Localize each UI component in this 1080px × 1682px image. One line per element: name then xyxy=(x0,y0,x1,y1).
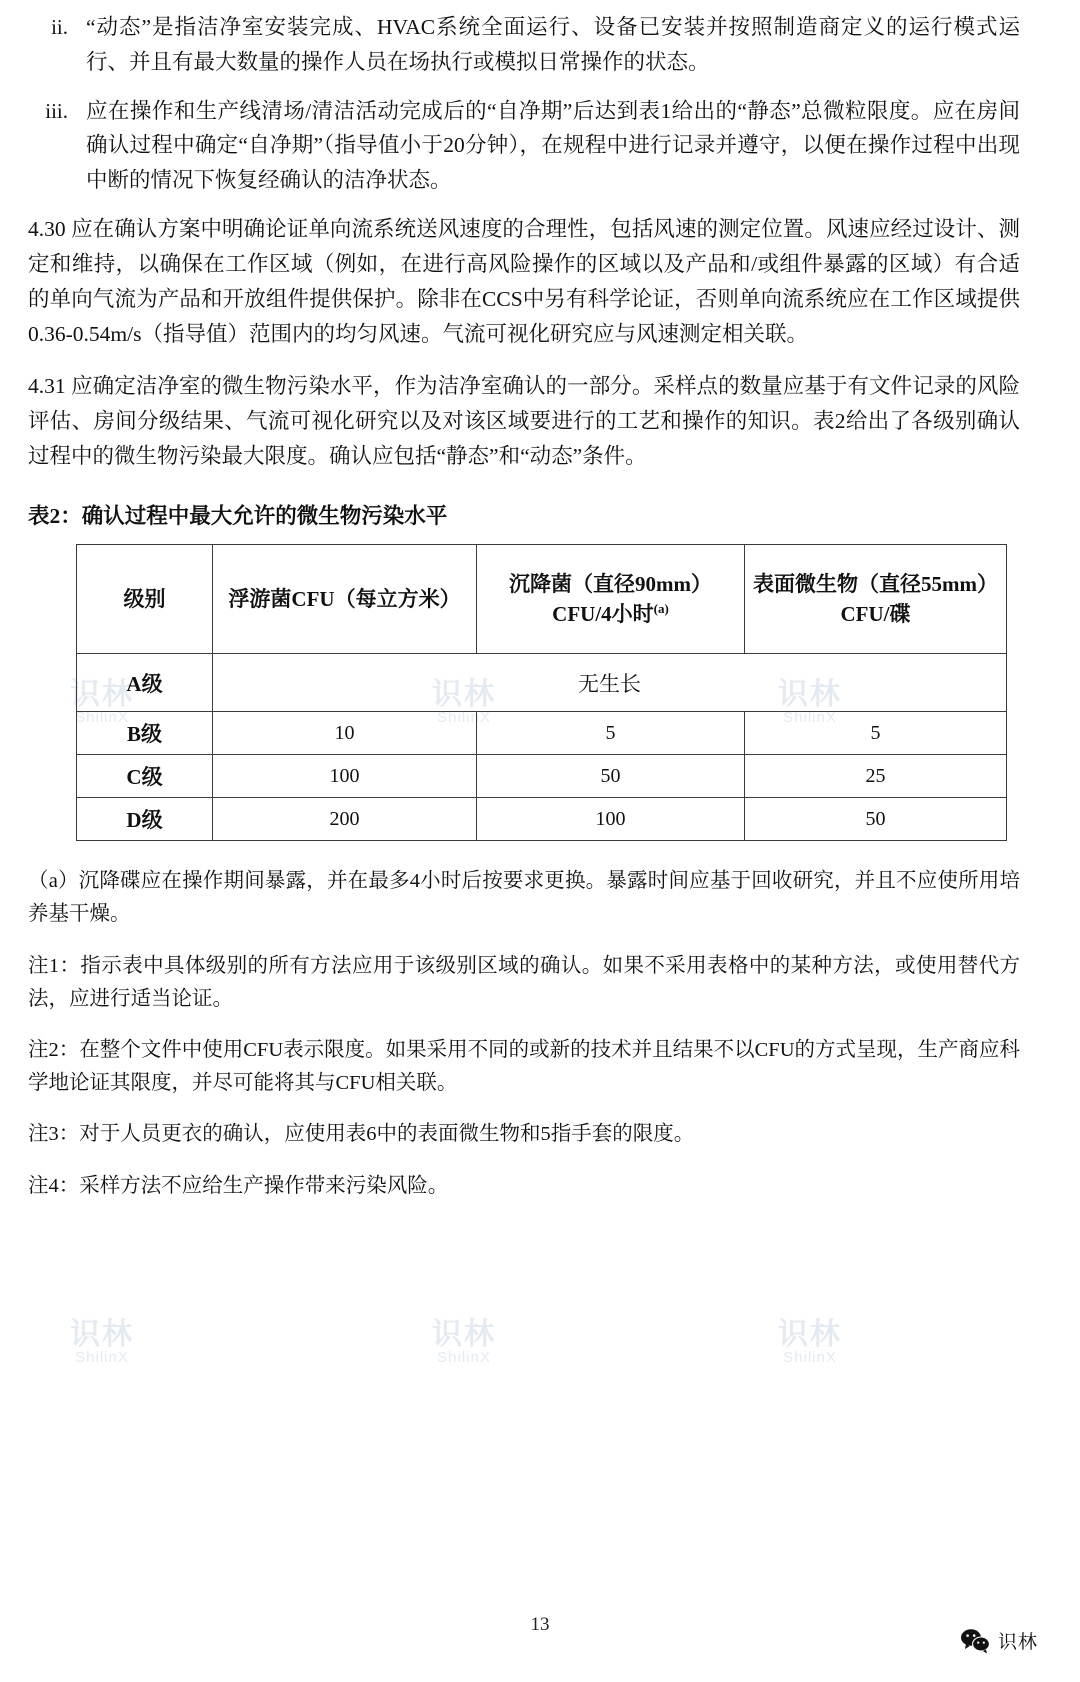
watermark-sub: ShilinX xyxy=(75,709,129,726)
note-3: 注3：对于人员更衣的确认，应使用表6中的表面微生物和5指手套的限度。 xyxy=(28,1123,695,1146)
paragraph-4-31: 4.31 应确定洁净室的微生物污染水平，作为洁净室确认的一部分。采样点的数量应基于有文件记录的风险评估、房间分级结果、气流可视化研究以及对该区域要进行的工艺和操作的知识。表2给出了各级别确认过程中的微生物污染最大限度。确认应包括“静态”和“动态”条件。 xyxy=(28,374,1020,469)
watermark-sub: ShilinX xyxy=(783,1349,837,1366)
table-cell-value: 50 xyxy=(745,798,1007,841)
table-footnote-a: （a）沉降碟应在操作期间暴露，并在最多4小时后按要求更换。暴露时间应基于回收研究，并且不应使所用培养基干燥。 xyxy=(28,870,1020,926)
note-2: 注2：在整个文件中使用CFU表示限度。如果采用不同的或新的技术并且结果不以CFU的方式呈现，生产商应科学地论证其限度，并尽可能将其与CFU相关联。 xyxy=(28,1039,1021,1095)
watermark xyxy=(70,1320,134,1365)
watermark-sub: ShilinX xyxy=(783,709,837,726)
list-item-marker: iii. xyxy=(45,98,68,123)
watermark-sub: ShilinX xyxy=(437,709,491,726)
table-header-cell xyxy=(477,545,745,654)
table-cell-value: 25 xyxy=(745,755,1007,798)
table-cell-grade: D级 xyxy=(77,798,213,841)
table-cell-value: 5 xyxy=(745,712,1007,755)
wechat-icon xyxy=(960,1628,990,1654)
table-header-cell: 浮游菌CFU（每立方米） xyxy=(213,545,477,654)
list-item xyxy=(28,94,1020,198)
watermark-main: 识林 xyxy=(778,678,842,711)
table-cell-grade: C级 xyxy=(77,755,213,798)
table-microbial-limits xyxy=(76,544,1007,841)
table-cell-grade: A级 xyxy=(77,654,213,712)
table-row xyxy=(77,654,1007,712)
list-item-marker: ii. xyxy=(51,15,68,39)
table-header-row xyxy=(77,545,1007,654)
wechat-account-badge xyxy=(960,1627,1038,1654)
paragraph-4-30: 4.30 应在确认方案中明确论证单向流系统送风速度的合理性，包括风速的测定位置。风速应经过设计、测定和维持，以确保在工作区域（例如，在进行高风险操作的区域以及产品和/或组件暴露的区域）有合适的单向气流为产品和开放组件提供保护。除非在CCS中另有科学论证，否则单向流系统应在工作区域提供0.36-0.54m/s（指导值）范围内的均匀风速。气流可视化研究应与风速测定相关联。 xyxy=(28,217,1020,346)
table-caption: 表2：确认过程中最大允许的微生物污染水平 xyxy=(28,503,448,528)
note-4: 注4：采样方法不应给生产操作带来污染风险。 xyxy=(28,1174,449,1197)
page-number: 13 xyxy=(530,1614,550,1635)
list-item-text: 应在操作和生产线清场/清洁活动完成后的“自净期”后达到表1给出的“静态”总微粒限度。应在房间确认过程中确定“自净期”（指导值小于20分钟），在规程中进行记录并遵守，以便在操作过程中出现中断的情况下恢复经确认的洁净状态。 xyxy=(86,98,1020,193)
wechat-account-name: 识林 xyxy=(997,1632,1038,1653)
list-item-text: “动态”是指洁净室安装完成、HVAC系统全面运行、设备已安装并按照制造商定义的运行模式运行、并且有最大数量的操作人员在场执行或模拟日常操作的状态。 xyxy=(86,15,1020,74)
table-cell-value: 5 xyxy=(477,712,745,755)
table-cell-value: 100 xyxy=(213,755,477,798)
table-header-cell: 表面微生物（直径55mm）CFU/碟 xyxy=(745,545,1007,654)
table-row xyxy=(77,798,1007,841)
table-cell-value: 10 xyxy=(213,712,477,755)
watermark-main: 识林 xyxy=(70,678,134,711)
watermark-sub: ShilinX xyxy=(75,1349,129,1366)
watermark-main: 识林 xyxy=(778,1318,842,1351)
table-row xyxy=(77,712,1007,755)
table-header-text: 沉降菌（直径90mm）CFU/4小时 xyxy=(509,571,712,627)
watermark-main: 识林 xyxy=(70,1318,134,1351)
table-cell-merged: 无生长 xyxy=(213,654,1007,712)
table-header-footnote-marker: (a) xyxy=(653,601,669,617)
watermark xyxy=(432,1320,496,1365)
table-cell-value: 100 xyxy=(477,798,745,841)
table-header-cell: 级别 xyxy=(77,545,213,654)
watermark-main: 识林 xyxy=(432,1318,496,1351)
watermark xyxy=(778,1320,842,1365)
table-cell-value: 50 xyxy=(477,755,745,798)
document-content xyxy=(28,10,1020,1203)
watermark-main: 识林 xyxy=(432,678,496,711)
watermark-sub: ShilinX xyxy=(437,1349,491,1366)
table-cell-value: 200 xyxy=(213,798,477,841)
table-cell-grade: B级 xyxy=(77,712,213,755)
table-row xyxy=(77,755,1007,798)
note-1: 注1：指示表中具体级别的所有方法应用于该级别区域的确认。如果不采用表格中的某种方法，或使用替代方法，应进行适当论证。 xyxy=(28,954,1020,1010)
list-item xyxy=(28,10,1020,80)
